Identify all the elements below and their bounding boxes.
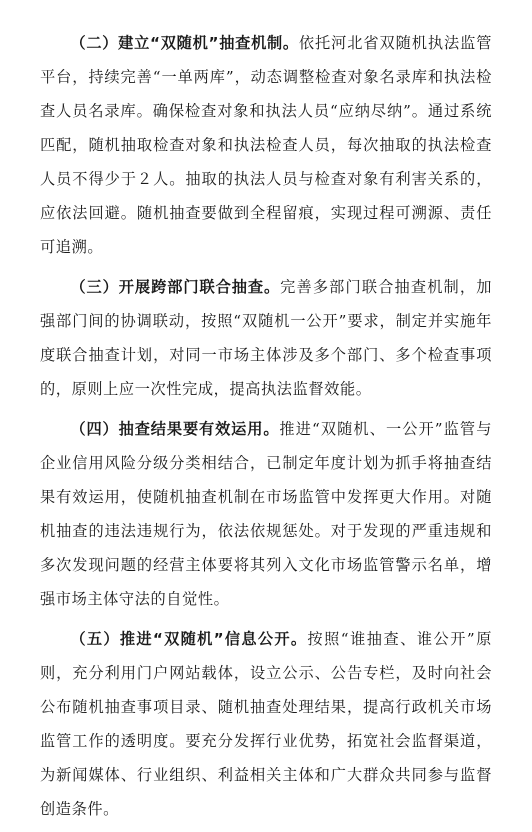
section-2-paragraph [40,26,492,264]
section-3-heading: （三）开展跨部门联合抽查。 [70,278,281,296]
section-3-body: 完善多部门联合抽查机制，加强部门间的协调联动，按照“双随机一公开”要求，制定并实施年度联合抽查计划，对同一市场主体涉及多个部门、多个检查事项的，原则上应一次性完成，提高执法监督效能。 [40,278,492,398]
section-4-heading: （四）抽查结果要有效运用。 [70,420,280,438]
section-4-body: 推进“双随机、一公开”监管与企业信用风险分级分类相结合，已制定年度计划为抓手将抽查结果有效运用，使随机抽查机制在市场监管中发挥更大作用。对随机抽查的违法违规行为，依法依规惩处。对于发现的严重违规和多次发现问题的经营主体要将其列入文化市场监管警示名单，增强市场主体守法的自觉性。 [40,420,492,608]
section-5-paragraph [40,622,492,826]
section-5-body: 按照“谁抽查、谁公开”原则，充分利用门户网站载体，设立公示、公告专栏，及时向社会公布随机抽查事项目录、随机抽查处理结果，提高行政机关市场监管工作的透明度。要充分发挥行业优势，拓宽社会监督渠道，为新闻媒体、行业组织、利益相关主体和广大群众共同参与监督创造条件。 [40,630,492,818]
section-5-heading: （五）推进“双随机”信息公开。 [70,630,308,648]
section-2-heading: （二）建立“双随机”抽查机制。 [70,34,299,52]
section-3-paragraph [40,270,492,406]
section-4-paragraph [40,412,492,616]
document-page [40,26,492,832]
section-2-body: 依托河北省双随机执法监管平台，持续完善“一单两库”，动态调整检查对象名录库和执法检查人员名录库。确保检查对象和执法人员“应纳尽纳”。通过系统匹配，随机抽取检查对象和执法检查人员，每次抽取的执法检查人员不得少于２人。抽取的执法人员与检查对象有利害关系的，应依法回避。随机抽查要做到全程留痕，实现过程可溯源、责任可追溯。 [40,34,492,256]
